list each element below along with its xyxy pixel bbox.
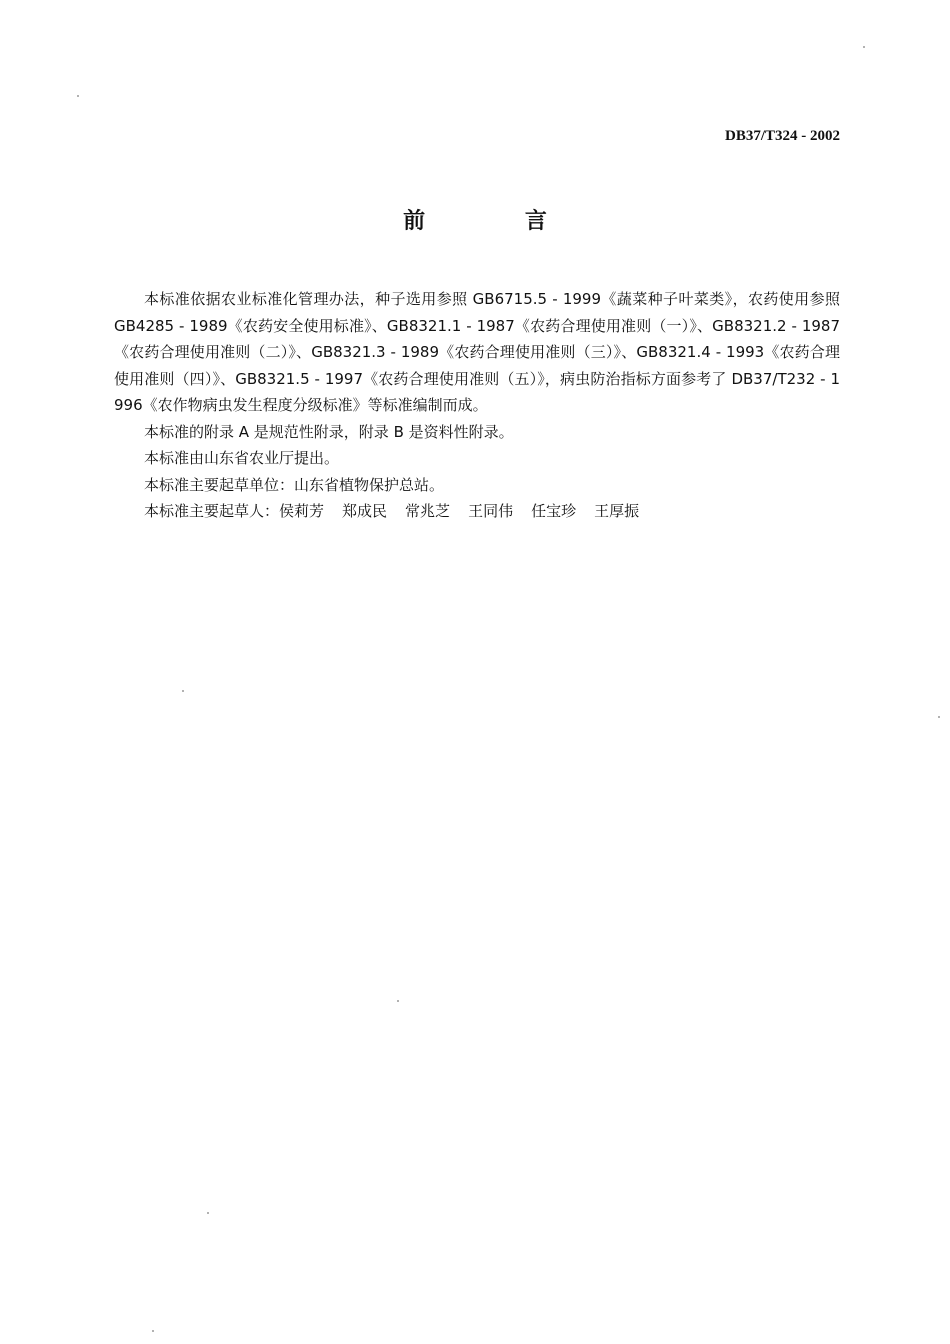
paragraph-appendix: 本标准的附录 A 是规范性附录，附录 B 是资料性附录。 (144, 422, 514, 441)
document-code: DB37/T324 - 2002 (724, 128, 840, 144)
foreword-body (114, 286, 840, 525)
scan-speck (182, 690, 184, 692)
scan-speck (863, 46, 865, 48)
drafter-name: 侯莉芳 (279, 502, 325, 520)
drafter-name: 郑成民 (342, 502, 388, 520)
drafters-label: 本标准主要起草人： (144, 502, 280, 520)
paragraph-proposer: 本标准由山东省农业厅提出。 (144, 449, 340, 467)
paragraph-basis: 本标准依据农业标准化管理办法，种子选用参照 GB6715.5 - 1999《蔬菜种子叶菜类》，农药使用参照 GB4285 - 1989《农药安全使用标准》、GB8321.1 - 1987《农药合理使用准则（一）》、GB8321.2 - 1987《农药合理使用准则（二）》、GB8321.3 - 1989《农药合理使用准则（三）》、GB8321.4 - 1993《农药合理使用准则（四）》、GB8321.5 - 1997《农药合理使用准则（五）》，病虫防治指标方面参考了 DB37/T232 - 1996《农作物病虫发生程度分级标准》等标准编制而成。 (114, 290, 840, 414)
scan-speck (77, 95, 79, 97)
drafter-name: 任宝珍 (531, 502, 577, 520)
scan-speck (397, 1000, 399, 1002)
scan-speck (938, 716, 940, 718)
scan-speck (207, 1212, 209, 1214)
scan-speck (152, 1330, 154, 1332)
page-title: 前 言 (403, 209, 593, 234)
paragraph-drafting-unit: 本标准主要起草单位：山东省植物保护总站。 (144, 475, 445, 494)
drafter-name: 常兆芝 (405, 502, 451, 520)
drafter-name: 王同伟 (468, 502, 514, 520)
drafter-name: 王厚振 (594, 502, 640, 520)
paragraph-drafters (114, 498, 840, 525)
